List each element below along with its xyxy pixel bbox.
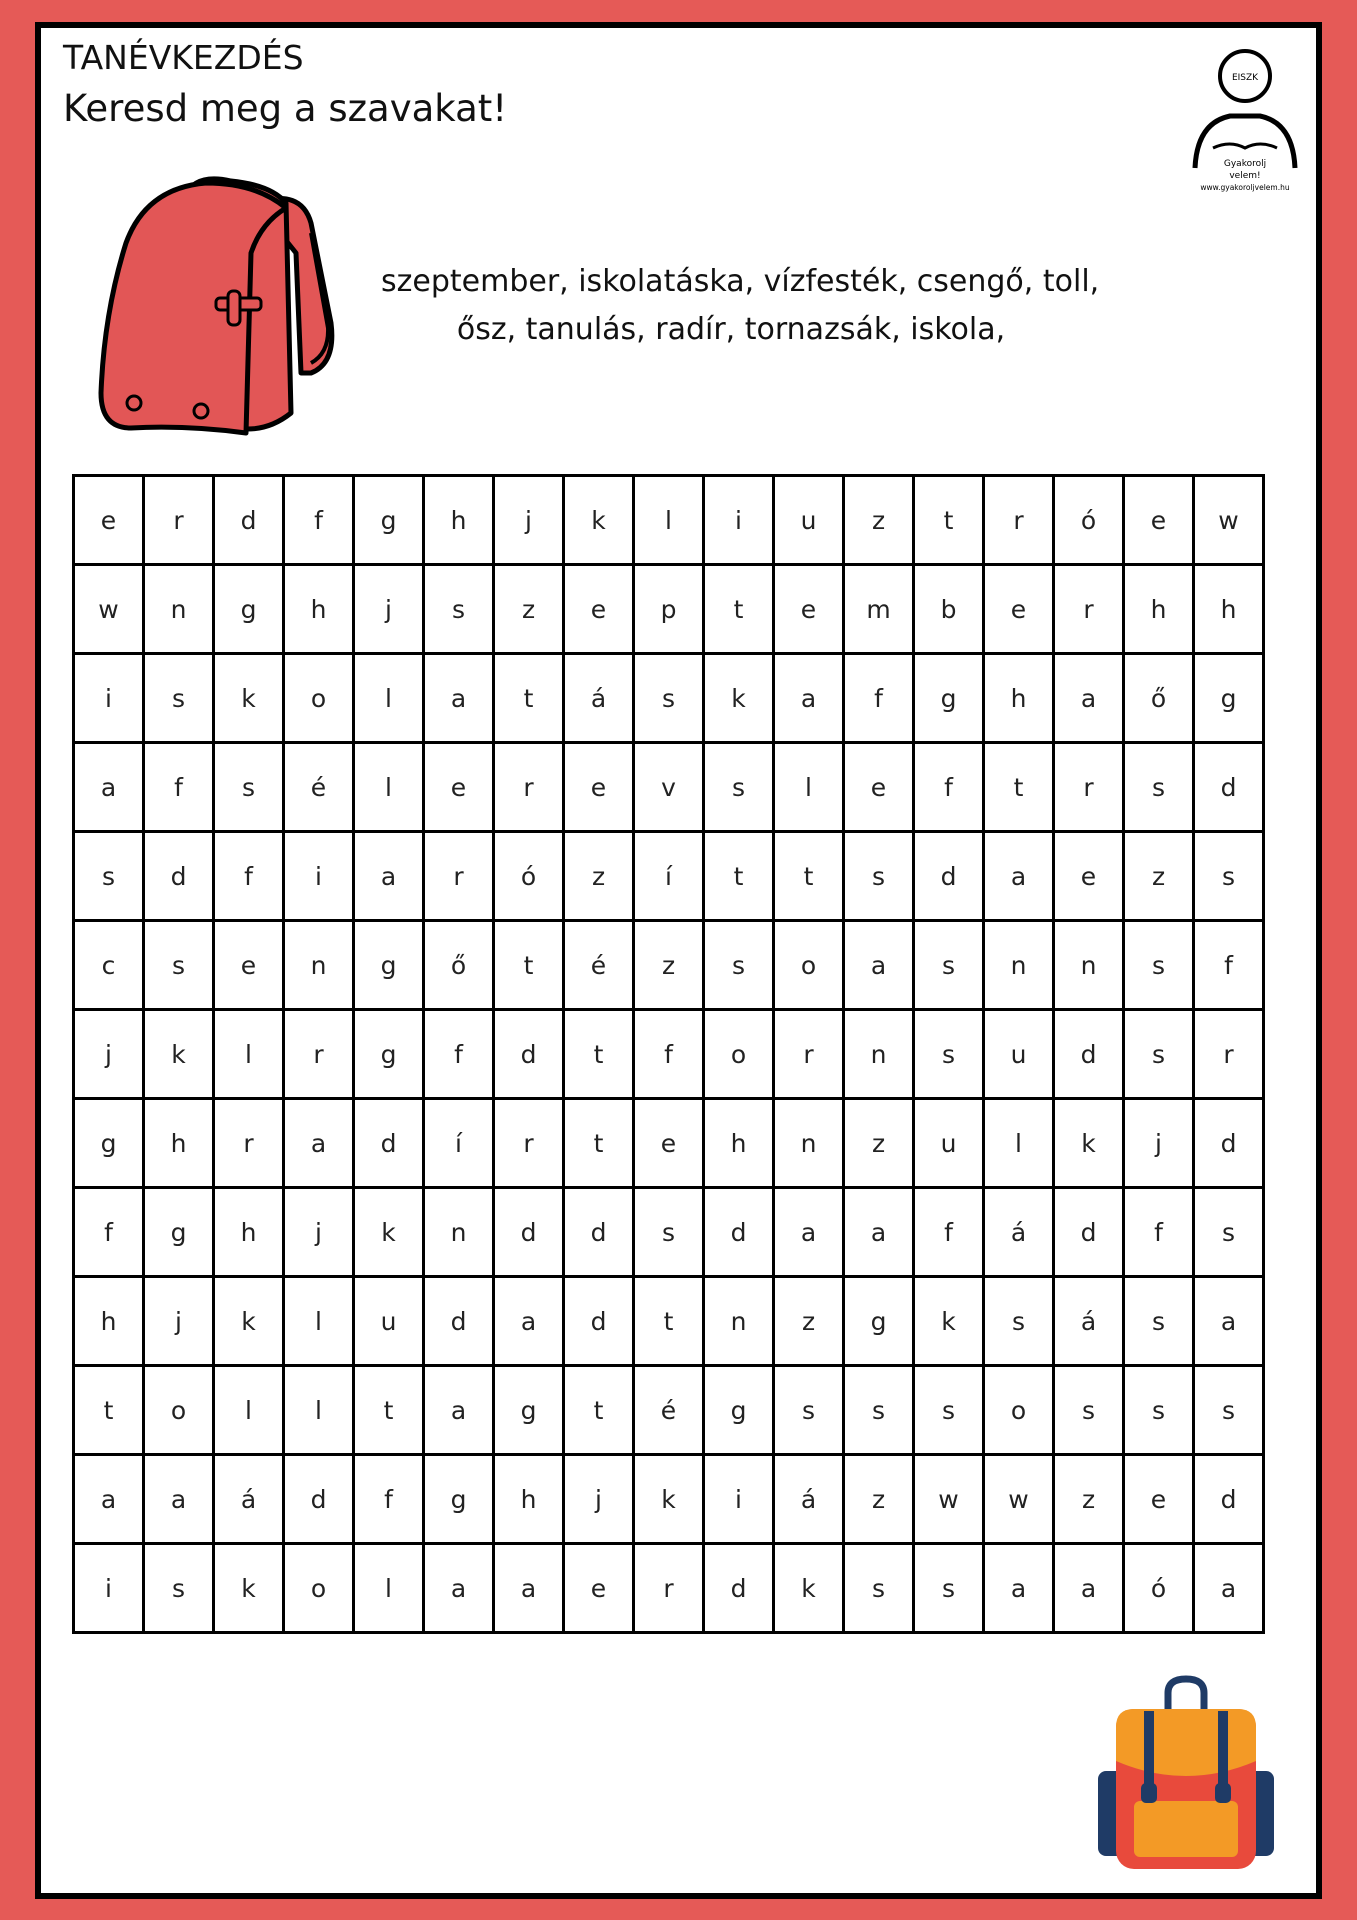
grid-cell[interactable]: z <box>1124 832 1194 921</box>
grid-cell[interactable]: d <box>1194 743 1264 832</box>
grid-cell[interactable]: k <box>214 1277 284 1366</box>
grid-cell[interactable]: t <box>564 1366 634 1455</box>
grid-cell[interactable]: á <box>984 1188 1054 1277</box>
grid-cell[interactable]: j <box>564 1455 634 1544</box>
grid-cell[interactable]: t <box>354 1366 424 1455</box>
grid-cell[interactable]: e <box>1124 1455 1194 1544</box>
grid-cell[interactable]: f <box>214 832 284 921</box>
grid-cell[interactable]: a <box>844 921 914 1010</box>
grid-cell[interactable]: i <box>284 832 354 921</box>
grid-cell[interactable]: l <box>354 1544 424 1633</box>
grid-cell[interactable]: l <box>774 743 844 832</box>
grid-cell[interactable]: n <box>284 921 354 1010</box>
grid-cell[interactable]: a <box>74 1455 144 1544</box>
grid-cell[interactable]: d <box>704 1188 774 1277</box>
grid-cell[interactable]: l <box>634 476 704 565</box>
red-backpack-illustration <box>86 163 366 443</box>
grid-cell[interactable]: s <box>914 1366 984 1455</box>
grid-cell[interactable]: g <box>354 921 424 1010</box>
grid-cell[interactable]: e <box>634 1099 704 1188</box>
grid-cell[interactable]: á <box>1054 1277 1124 1366</box>
grid-cell[interactable]: f <box>1194 921 1264 1010</box>
grid-cell[interactable]: l <box>984 1099 1054 1188</box>
grid-cell[interactable]: g <box>704 1366 774 1455</box>
grid-cell[interactable]: r <box>984 476 1054 565</box>
grid-cell[interactable]: d <box>704 1544 774 1633</box>
grid-cell[interactable]: a <box>844 1188 914 1277</box>
grid-cell[interactable]: g <box>144 1188 214 1277</box>
grid-cell[interactable]: l <box>214 1366 284 1455</box>
grid-cell[interactable]: s <box>144 1544 214 1633</box>
grid-cell[interactable]: h <box>984 654 1054 743</box>
grid-cell[interactable]: u <box>984 1010 1054 1099</box>
grid-row <box>74 1188 1264 1277</box>
grid-cell[interactable]: j <box>74 1010 144 1099</box>
grid-cell[interactable]: f <box>74 1188 144 1277</box>
grid-cell[interactable]: r <box>144 476 214 565</box>
grid-cell[interactable]: s <box>1124 1366 1194 1455</box>
grid-cell[interactable]: o <box>284 1544 354 1633</box>
grid-cell[interactable]: a <box>424 1544 494 1633</box>
grid-cell[interactable]: s <box>1124 1010 1194 1099</box>
grid-cell[interactable]: f <box>424 1010 494 1099</box>
page-subtitle: Keresd meg a szavakat! <box>63 87 508 130</box>
grid-cell[interactable]: s <box>844 832 914 921</box>
grid-cell[interactable]: e <box>564 565 634 654</box>
grid-cell[interactable]: l <box>354 654 424 743</box>
grid-cell[interactable]: s <box>634 654 704 743</box>
grid-cell[interactable]: r <box>774 1010 844 1099</box>
grid-cell[interactable]: r <box>494 743 564 832</box>
grid-cell[interactable]: n <box>984 921 1054 1010</box>
grid-cell[interactable]: ő <box>1124 654 1194 743</box>
grid-cell[interactable]: é <box>634 1366 704 1455</box>
grid-cell[interactable]: o <box>704 1010 774 1099</box>
grid-cell[interactable]: s <box>1194 1366 1264 1455</box>
grid-cell[interactable]: s <box>704 743 774 832</box>
grid-cell[interactable]: a <box>74 743 144 832</box>
grid-cell[interactable]: a <box>774 654 844 743</box>
grid-cell[interactable]: g <box>1194 654 1264 743</box>
grid-cell[interactable]: e <box>424 743 494 832</box>
grid-cell[interactable]: s <box>1194 832 1264 921</box>
grid-cell[interactable]: e <box>984 565 1054 654</box>
grid-cell[interactable]: d <box>494 1010 564 1099</box>
grid-cell[interactable]: a <box>354 832 424 921</box>
grid-cell[interactable]: s <box>74 832 144 921</box>
grid-cell[interactable]: n <box>844 1010 914 1099</box>
grid-cell[interactable]: h <box>144 1099 214 1188</box>
grid-cell[interactable]: d <box>564 1277 634 1366</box>
grid-cell[interactable]: e <box>844 743 914 832</box>
grid-cell[interactable]: s <box>1194 1188 1264 1277</box>
grid-cell[interactable]: ó <box>494 832 564 921</box>
grid-cell[interactable]: z <box>844 1099 914 1188</box>
grid-cell[interactable]: k <box>914 1277 984 1366</box>
grid-cell[interactable]: d <box>494 1188 564 1277</box>
grid-cell[interactable]: k <box>704 654 774 743</box>
grid-row <box>74 1455 1264 1544</box>
grid-cell[interactable]: s <box>214 743 284 832</box>
logo-text-line2: velem! <box>1229 171 1261 181</box>
grid-cell[interactable]: e <box>564 743 634 832</box>
grid-cell[interactable]: s <box>1124 921 1194 1010</box>
grid-cell[interactable]: a <box>284 1099 354 1188</box>
logo <box>1185 48 1305 208</box>
grid-cell[interactable]: z <box>634 921 704 1010</box>
grid-cell[interactable]: k <box>214 654 284 743</box>
grid-cell[interactable]: p <box>634 565 704 654</box>
grid-cell[interactable]: k <box>354 1188 424 1277</box>
grid-cell[interactable]: t <box>914 476 984 565</box>
grid-cell[interactable]: n <box>424 1188 494 1277</box>
grid-cell[interactable]: z <box>774 1277 844 1366</box>
grid-cell[interactable]: u <box>354 1277 424 1366</box>
grid-cell[interactable]: w <box>1194 476 1264 565</box>
grid-cell[interactable]: d <box>564 1188 634 1277</box>
grid-cell[interactable]: i <box>704 476 774 565</box>
grid-cell[interactable]: v <box>634 743 704 832</box>
word-list-line-1: szeptember, iskolatáska, vízfesték, csengő, toll, <box>381 264 1100 299</box>
grid-cell[interactable]: d <box>914 832 984 921</box>
grid-cell[interactable]: n <box>774 1099 844 1188</box>
grid-cell[interactable]: z <box>494 565 564 654</box>
worksheet-page <box>35 22 1322 1899</box>
grid-cell[interactable]: k <box>774 1544 844 1633</box>
grid-cell[interactable]: t <box>774 832 844 921</box>
orange-backpack-illustration <box>1096 1671 1276 1871</box>
grid-cell[interactable]: w <box>74 565 144 654</box>
page-title: TANÉVKEZDÉS <box>63 38 304 77</box>
grid-row <box>74 832 1264 921</box>
grid-cell[interactable]: r <box>1194 1010 1264 1099</box>
grid-cell[interactable]: h <box>1194 565 1264 654</box>
grid-cell[interactable]: s <box>1054 1366 1124 1455</box>
grid-cell[interactable]: n <box>704 1277 774 1366</box>
grid-cell[interactable]: a <box>1054 1544 1124 1633</box>
grid-cell[interactable]: s <box>634 1188 704 1277</box>
logo-circle-text: EISZK <box>1231 73 1259 83</box>
grid-cell[interactable]: r <box>424 832 494 921</box>
grid-cell[interactable]: a <box>1194 1277 1264 1366</box>
grid-cell[interactable]: h <box>1124 565 1194 654</box>
grid-cell[interactable]: j <box>1124 1099 1194 1188</box>
grid-cell[interactable]: k <box>634 1455 704 1544</box>
grid-row <box>74 1010 1264 1099</box>
grid-row <box>74 1277 1264 1366</box>
grid-row <box>74 654 1264 743</box>
grid-cell[interactable]: a <box>144 1455 214 1544</box>
grid-cell[interactable]: a <box>1054 654 1124 743</box>
grid-cell[interactable]: h <box>704 1099 774 1188</box>
grid-cell[interactable]: a <box>984 832 1054 921</box>
word-list-line-2: ősz, tanulás, radír, tornazsák, iskola, <box>456 312 1006 347</box>
grid-cell[interactable]: h <box>424 476 494 565</box>
word-search-grid <box>72 474 1265 1634</box>
grid-cell[interactable]: t <box>74 1366 144 1455</box>
grid-cell[interactable]: e <box>564 1544 634 1633</box>
grid-cell[interactable]: e <box>74 476 144 565</box>
grid-cell[interactable]: h <box>284 565 354 654</box>
grid-cell[interactable]: d <box>354 1099 424 1188</box>
grid-cell[interactable]: h <box>494 1455 564 1544</box>
grid-cell[interactable]: l <box>284 1366 354 1455</box>
grid-cell[interactable]: u <box>914 1099 984 1188</box>
grid-cell[interactable]: h <box>74 1277 144 1366</box>
grid-cell[interactable]: f <box>844 654 914 743</box>
grid-cell[interactable]: b <box>914 565 984 654</box>
grid-cell[interactable]: z <box>844 476 914 565</box>
grid-row <box>74 921 1264 1010</box>
grid-cell[interactable]: l <box>354 743 424 832</box>
grid-cell[interactable]: d <box>1054 1188 1124 1277</box>
grid-cell[interactable]: é <box>564 921 634 1010</box>
grid-cell[interactable]: r <box>284 1010 354 1099</box>
grid-cell[interactable]: n <box>1054 921 1124 1010</box>
grid-cell[interactable]: j <box>284 1188 354 1277</box>
grid-cell[interactable]: k <box>214 1544 284 1633</box>
grid-cell[interactable]: s <box>914 1010 984 1099</box>
grid-cell[interactable]: t <box>634 1277 704 1366</box>
grid-cell[interactable]: m <box>844 565 914 654</box>
grid-cell[interactable]: o <box>284 654 354 743</box>
grid-cell[interactable]: h <box>214 1188 284 1277</box>
grid-cell[interactable]: g <box>424 1455 494 1544</box>
grid-cell[interactable]: t <box>494 654 564 743</box>
grid-row <box>74 476 1264 565</box>
grid-cell[interactable]: a <box>494 1544 564 1633</box>
grid-cell[interactable]: k <box>144 1010 214 1099</box>
grid-cell[interactable]: í <box>634 832 704 921</box>
grid-cell[interactable]: e <box>774 565 844 654</box>
grid-cell[interactable]: w <box>914 1455 984 1544</box>
grid-cell[interactable]: t <box>494 921 564 1010</box>
grid-cell[interactable]: d <box>144 832 214 921</box>
grid-cell[interactable]: l <box>214 1010 284 1099</box>
grid-cell[interactable]: a <box>774 1188 844 1277</box>
grid-cell[interactable]: g <box>214 565 284 654</box>
grid-cell[interactable]: c <box>74 921 144 1010</box>
grid-cell[interactable]: í <box>424 1099 494 1188</box>
grid-cell[interactable]: k <box>564 476 634 565</box>
grid-cell[interactable]: e <box>1054 832 1124 921</box>
grid-cell[interactable]: r <box>214 1099 284 1188</box>
grid-cell[interactable]: e <box>214 921 284 1010</box>
grid-cell[interactable]: r <box>1054 743 1124 832</box>
grid-cell[interactable]: l <box>284 1277 354 1366</box>
grid-cell[interactable]: z <box>1054 1455 1124 1544</box>
grid-cell[interactable]: a <box>424 654 494 743</box>
grid-cell[interactable]: a <box>984 1544 1054 1633</box>
grid-cell[interactable]: e <box>1124 476 1194 565</box>
grid-cell[interactable]: ó <box>1124 1544 1194 1633</box>
grid-row <box>74 743 1264 832</box>
grid-cell[interactable]: á <box>564 654 634 743</box>
grid-cell[interactable]: t <box>704 565 774 654</box>
grid-cell[interactable]: t <box>564 1099 634 1188</box>
grid-cell[interactable]: á <box>214 1455 284 1544</box>
grid-cell[interactable]: s <box>914 1544 984 1633</box>
grid-cell[interactable]: o <box>144 1366 214 1455</box>
grid-cell[interactable]: s <box>424 565 494 654</box>
grid-cell[interactable]: g <box>74 1099 144 1188</box>
grid-cell[interactable]: é <box>284 743 354 832</box>
grid-cell[interactable]: o <box>984 1366 1054 1455</box>
logo-url: www.gyakoroljvelem.hu <box>1200 183 1290 192</box>
grid-cell[interactable]: f <box>914 743 984 832</box>
grid-row <box>74 1544 1264 1633</box>
grid-cell[interactable]: s <box>1124 1277 1194 1366</box>
grid-cell[interactable]: d <box>214 476 284 565</box>
grid-cell[interactable]: z <box>564 832 634 921</box>
grid-cell[interactable]: f <box>634 1010 704 1099</box>
grid-cell[interactable]: s <box>704 921 774 1010</box>
grid-cell[interactable]: d <box>1054 1010 1124 1099</box>
grid-cell[interactable]: j <box>494 476 564 565</box>
grid-row <box>74 565 1264 654</box>
grid-cell[interactable]: i <box>74 654 144 743</box>
grid-cell[interactable]: d <box>284 1455 354 1544</box>
grid-cell[interactable]: t <box>704 832 774 921</box>
grid-cell[interactable]: r <box>494 1099 564 1188</box>
grid-cell[interactable]: s <box>844 1544 914 1633</box>
grid-cell[interactable]: a <box>1194 1544 1264 1633</box>
grid-cell[interactable]: f <box>144 743 214 832</box>
grid-cell[interactable]: k <box>1054 1099 1124 1188</box>
grid-cell[interactable]: j <box>354 565 424 654</box>
grid-cell[interactable]: f <box>1124 1188 1194 1277</box>
grid-cell[interactable]: w <box>984 1455 1054 1544</box>
grid-cell[interactable]: d <box>1194 1099 1264 1188</box>
grid-cell[interactable]: t <box>984 743 1054 832</box>
grid-cell[interactable]: s <box>914 921 984 1010</box>
grid-cell[interactable]: s <box>144 921 214 1010</box>
grid-cell[interactable]: s <box>844 1366 914 1455</box>
grid-cell[interactable]: g <box>914 654 984 743</box>
grid-cell[interactable]: a <box>494 1277 564 1366</box>
grid-cell[interactable]: r <box>1054 565 1124 654</box>
grid-cell[interactable]: g <box>354 476 424 565</box>
grid-cell[interactable]: f <box>284 476 354 565</box>
grid-cell[interactable]: a <box>424 1366 494 1455</box>
grid-cell[interactable]: s <box>984 1277 1054 1366</box>
grid-cell[interactable]: z <box>844 1455 914 1544</box>
grid-cell[interactable]: f <box>354 1455 424 1544</box>
grid-cell[interactable]: i <box>74 1544 144 1633</box>
grid-cell[interactable]: á <box>774 1455 844 1544</box>
grid-cell[interactable]: g <box>494 1366 564 1455</box>
grid-cell[interactable]: r <box>634 1544 704 1633</box>
grid-row <box>74 1366 1264 1455</box>
grid-cell[interactable]: j <box>144 1277 214 1366</box>
grid-cell[interactable]: d <box>424 1277 494 1366</box>
grid-cell[interactable]: s <box>1124 743 1194 832</box>
grid-cell[interactable]: d <box>1194 1455 1264 1544</box>
grid-cell[interactable]: ó <box>1054 476 1124 565</box>
grid-cell[interactable]: t <box>564 1010 634 1099</box>
grid-cell[interactable]: u <box>774 476 844 565</box>
logo-text-line1: Gyakorolj <box>1223 159 1267 169</box>
grid-cell[interactable]: ő <box>424 921 494 1010</box>
grid-cell[interactable]: g <box>844 1277 914 1366</box>
grid-cell[interactable]: i <box>704 1455 774 1544</box>
grid-cell[interactable]: g <box>354 1010 424 1099</box>
grid-cell[interactable]: f <box>914 1188 984 1277</box>
grid-cell[interactable]: n <box>144 565 214 654</box>
grid-cell[interactable]: s <box>144 654 214 743</box>
grid-cell[interactable]: s <box>774 1366 844 1455</box>
word-list <box>381 258 1100 354</box>
grid-row <box>74 1099 1264 1188</box>
grid-cell[interactable]: o <box>774 921 844 1010</box>
